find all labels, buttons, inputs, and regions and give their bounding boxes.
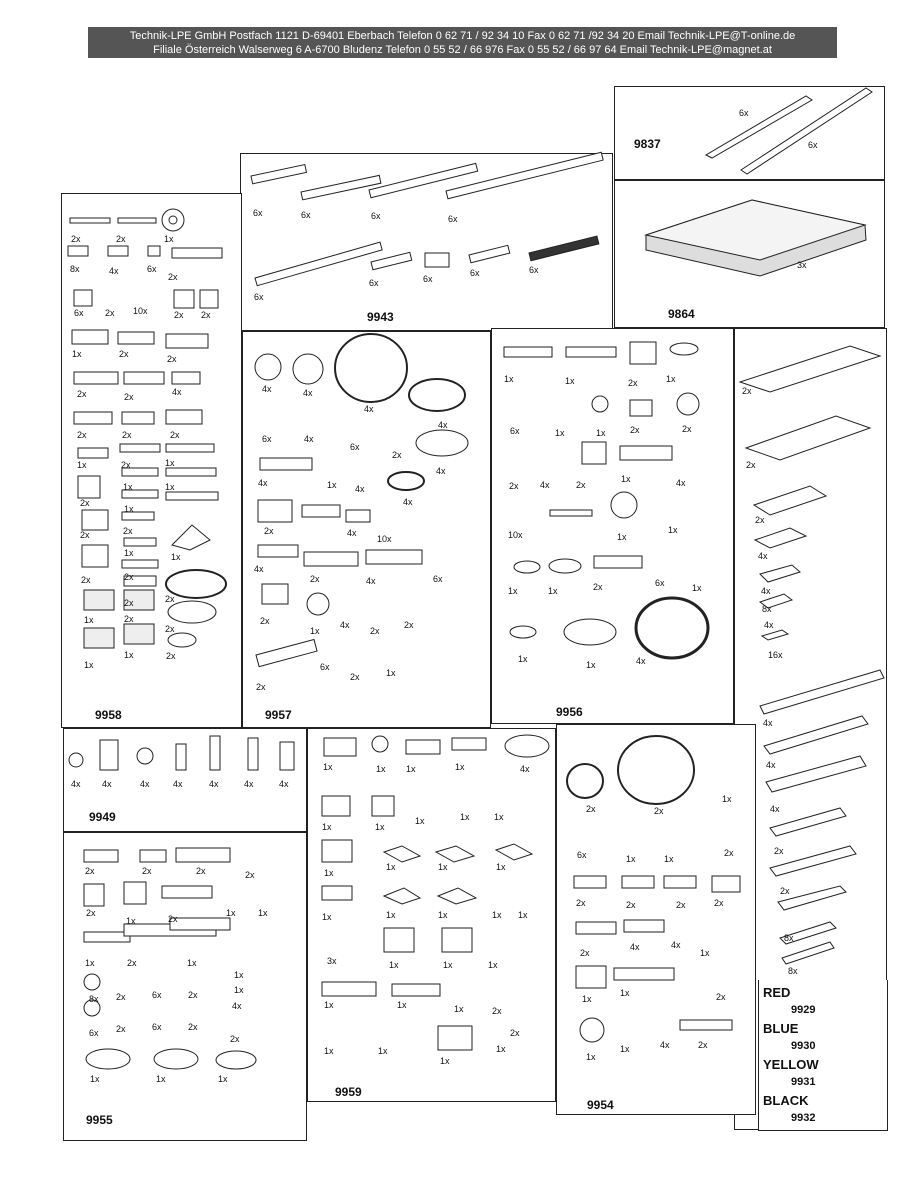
qty-label: 4x	[438, 420, 448, 430]
qty-label: 1x	[626, 854, 636, 864]
qty-label: 2x	[86, 908, 96, 918]
qty-label: 2x	[698, 1040, 708, 1050]
qty-label: 2x	[774, 846, 784, 856]
qty-label: 1x	[548, 586, 558, 596]
qty-label: 2x	[260, 616, 270, 626]
qty-label: 4x	[520, 764, 530, 774]
qty-label: 1x	[126, 916, 136, 926]
qty-label: 1x	[492, 910, 502, 920]
qty-label: 4x	[172, 387, 182, 397]
qty-label: 6x	[350, 442, 360, 452]
qty-label: 4x	[232, 1001, 242, 1011]
qty-label: 6x	[433, 574, 443, 584]
qty-label: 8x	[788, 966, 798, 976]
qty-label: 1x	[322, 912, 332, 922]
qty-label: 6x	[320, 662, 330, 672]
qty-label: 2x	[628, 378, 638, 388]
qty-label: 2x	[167, 354, 177, 364]
qty-label: 2x	[174, 310, 184, 320]
qty-label: 1x	[565, 376, 575, 386]
qty-label: 8x	[762, 604, 772, 614]
qty-label: 1x	[324, 868, 334, 878]
qty-label: 2x	[170, 430, 180, 440]
qty-label: 6x	[152, 990, 162, 1000]
qty-label: 1x	[460, 812, 470, 822]
qty-label: 4x	[340, 620, 350, 630]
qty-label: 4x	[540, 480, 550, 490]
qty-label: 1x	[443, 960, 453, 970]
qty-label: 1x	[164, 234, 174, 244]
qty-label: 2x	[119, 349, 129, 359]
qty-label: 6x	[423, 274, 433, 284]
qty-label: 2x	[124, 598, 134, 608]
qty-label: 4x	[109, 266, 119, 276]
qty-label: 4x	[347, 528, 357, 538]
qty-label: 1x	[85, 958, 95, 968]
qty-label: 2x	[370, 626, 380, 636]
qty-label: 1x	[84, 615, 94, 625]
qty-label: 2x	[80, 498, 90, 508]
qty-label: 1x	[323, 762, 333, 772]
qty-label: 1x	[310, 626, 320, 636]
qty-label: 1x	[668, 525, 678, 535]
qty-label: 2x	[404, 620, 414, 630]
header-line-1: Technik-LPE GmbH Postfach 1121 D-69401 Eberbach Telefon 0 62 71 / 92 34 10 Fax 0 62 71 /92 34 20 Email Technik-LPE@T-online.de	[129, 30, 796, 42]
qty-label: 2x	[124, 392, 134, 402]
qty-label: 6x	[254, 292, 264, 302]
qty-label: 2x	[746, 460, 756, 470]
qty-label: 6x	[152, 1022, 162, 1032]
qty-label: 1x	[620, 1044, 630, 1054]
color-name-red: RED	[763, 985, 791, 1000]
qty-label: 6x	[448, 214, 458, 224]
qty-label: 2x	[168, 272, 178, 282]
qty-label: 1x	[171, 552, 181, 562]
qty-label: 2x	[188, 1022, 198, 1032]
qty-label: 1x	[226, 908, 236, 918]
qty-label: 2x	[310, 574, 320, 584]
qty-label: 2x	[755, 515, 765, 525]
set-number-9956: 9956	[556, 705, 583, 719]
qty-label: 1x	[124, 504, 134, 514]
qty-label: 2x	[392, 450, 402, 460]
qty-label: 2x	[714, 898, 724, 908]
qty-label: 2x	[724, 848, 734, 858]
qty-label: 1x	[664, 854, 674, 864]
qty-label: 4x	[366, 576, 376, 586]
qty-label: 10x	[377, 534, 392, 544]
qty-label: 1x	[187, 958, 197, 968]
qty-label: 4x	[761, 586, 771, 596]
qty-label: 6x	[262, 434, 272, 444]
qty-label: 1x	[124, 650, 134, 660]
set-number-9955: 9955	[86, 1113, 113, 1127]
qty-label: 1x	[376, 764, 386, 774]
qty-label: 2x	[626, 900, 636, 910]
qty-label: 1x	[504, 374, 514, 384]
set-number-9864: 9864	[668, 307, 695, 321]
qty-label: 1x	[508, 586, 518, 596]
qty-label: 2x	[165, 594, 175, 604]
qty-label: 1x	[378, 1046, 388, 1056]
qty-label: 1x	[386, 910, 396, 920]
qty-label: 2x	[510, 1028, 520, 1038]
qty-label: 6x	[510, 426, 520, 436]
qty-label: 6x	[529, 265, 539, 275]
qty-label: 4x	[636, 656, 646, 666]
qty-label: 1x	[666, 374, 676, 384]
qty-label: 1x	[620, 988, 630, 998]
qty-label: 1x	[621, 474, 631, 484]
technic-parts-icon	[504, 342, 708, 658]
qty-label: 6x	[371, 211, 381, 221]
qty-label: 1x	[324, 1000, 334, 1010]
wheel-assortment-icon	[567, 736, 740, 1042]
qty-label: 6x	[74, 308, 84, 318]
qty-label: 1x	[415, 816, 425, 826]
qty-label: 4x	[676, 478, 686, 488]
qty-label: 1x	[397, 1000, 407, 1010]
plate-column-icon	[740, 346, 884, 964]
qty-label: 1x	[582, 994, 592, 1004]
qty-label: 2x	[509, 481, 519, 491]
qty-label: 1x	[77, 460, 87, 470]
qty-label: 2x	[492, 1006, 502, 1016]
qty-label: 10x	[133, 306, 148, 316]
qty-label: 6x	[301, 210, 311, 220]
qty-label: 1x	[389, 960, 399, 970]
qty-label: 4x	[303, 388, 313, 398]
qty-label: 2x	[580, 948, 590, 958]
qty-label: 1x	[322, 822, 332, 832]
qty-label: 1x	[386, 862, 396, 872]
qty-label: 2x	[576, 480, 586, 490]
qty-label: 2x	[245, 870, 255, 880]
qty-label: 1x	[327, 480, 337, 490]
connector-icon	[69, 736, 294, 770]
qty-label: 2x	[165, 624, 175, 634]
qty-label: 4x	[630, 942, 640, 952]
qty-label: 2x	[77, 389, 87, 399]
set-number-9957: 9957	[265, 708, 292, 722]
qty-label: 1x	[454, 1004, 464, 1014]
qty-label: 4x	[671, 940, 681, 950]
qty-label: 6x	[470, 268, 480, 278]
qty-label: 1x	[156, 1074, 166, 1084]
qty-label: 1x	[555, 428, 565, 438]
color-number-black: 9932	[791, 1112, 816, 1124]
qty-label: 4x	[279, 779, 289, 789]
qty-label: 4x	[766, 760, 776, 770]
qty-label: 1x	[84, 660, 94, 670]
qty-label: 1x	[375, 822, 385, 832]
qty-label: 2x	[742, 386, 752, 396]
qty-label: 1x	[438, 862, 448, 872]
qty-label: 2x	[127, 958, 137, 968]
qty-label: 4x	[763, 718, 773, 728]
qty-label: 2x	[80, 530, 90, 540]
set-number-9958: 9958	[95, 708, 122, 722]
qty-label: 1x	[586, 660, 596, 670]
qty-label: 4x	[403, 497, 413, 507]
qty-label: 1x	[494, 812, 504, 822]
qty-label: 4x	[436, 466, 446, 476]
qty-label: 6x	[655, 578, 665, 588]
qty-label: 1x	[617, 532, 627, 542]
qty-label: 4x	[102, 779, 112, 789]
qty-label: 2x	[350, 672, 360, 682]
qty-label: 2x	[123, 526, 133, 536]
qty-label: 6x	[147, 264, 157, 274]
qty-label: 3x	[797, 260, 807, 270]
qty-label: 1x	[123, 482, 133, 492]
qty-label: 1x	[518, 910, 528, 920]
qty-label: 16x	[768, 650, 783, 660]
qty-label: 1x	[90, 1074, 100, 1084]
qty-label: 2x	[124, 572, 134, 582]
qty-label: 1x	[165, 458, 175, 468]
qty-label: 2x	[264, 526, 274, 536]
qty-label: 2x	[230, 1034, 240, 1044]
qty-label: 1x	[324, 1046, 334, 1056]
qty-label: 2x	[166, 651, 176, 661]
qty-label: 2x	[630, 425, 640, 435]
color-number-red: 9929	[791, 1004, 816, 1016]
qty-label: 1x	[386, 668, 396, 678]
qty-label: 2x	[716, 992, 726, 1002]
qty-label: 8x	[70, 264, 80, 274]
qty-label: 2x	[71, 234, 81, 244]
header-line-2: Filiale Österreich Walserweg 6 A-6700 Bludenz Telefon 0 55 52 / 66 976 Fax 0 55 52 / 66 97 64 Email Technik-LPE@magnet.at	[153, 44, 772, 56]
qty-label: 1x	[496, 862, 506, 872]
qty-label: 2x	[576, 898, 586, 908]
qty-label: 1x	[496, 1044, 506, 1054]
qty-label: 2x	[780, 886, 790, 896]
color-name-black: BLACK	[763, 1093, 809, 1108]
qty-label: 2x	[116, 1024, 126, 1034]
qty-label: 2x	[77, 430, 87, 440]
tile-assortment-icon	[322, 735, 549, 1050]
qty-label: 2x	[116, 234, 126, 244]
qty-label: 1x	[72, 349, 82, 359]
qty-label: 6x	[808, 140, 818, 150]
color-number-blue: 9930	[791, 1040, 816, 1052]
qty-label: 2x	[682, 424, 692, 434]
qty-label: 4x	[364, 404, 374, 414]
qty-label: 1x	[258, 908, 268, 918]
qty-label: 4x	[209, 779, 219, 789]
qty-label: 4x	[764, 620, 774, 630]
axle-long-icon	[706, 88, 872, 174]
qty-label: 1x	[438, 910, 448, 920]
qty-label: 1x	[406, 764, 416, 774]
baseplate-icon	[646, 200, 866, 276]
qty-label: 2x	[196, 866, 206, 876]
qty-label: 4x	[770, 804, 780, 814]
set-number-9943: 9943	[367, 310, 394, 324]
qty-label: 1x	[722, 794, 732, 804]
color-name-yellow: YELLOW	[763, 1057, 819, 1072]
qty-label: 2x	[188, 990, 198, 1000]
gear-assortment-icon	[255, 334, 468, 667]
brick-assortment-icon	[68, 209, 226, 648]
qty-label: 1x	[440, 1056, 450, 1066]
qty-label: 6x	[739, 108, 749, 118]
qty-label: 4x	[355, 484, 365, 494]
set-number-9837: 9837	[634, 137, 661, 151]
qty-label: 2x	[122, 430, 132, 440]
qty-label: 1x	[692, 583, 702, 593]
qty-label: 4x	[258, 478, 268, 488]
qty-label: 1x	[234, 970, 244, 980]
qty-label: 8x	[784, 933, 794, 943]
qty-label: 2x	[593, 582, 603, 592]
qty-label: 1x	[124, 548, 134, 558]
qty-label: 1x	[586, 1052, 596, 1062]
color-number-yellow: 9931	[791, 1076, 816, 1088]
qty-label: 1x	[488, 960, 498, 970]
qty-label: 1x	[518, 654, 528, 664]
qty-label: 2x	[676, 900, 686, 910]
qty-label: 2x	[654, 806, 664, 816]
qty-label: 1x	[165, 482, 175, 492]
qty-label: 4x	[140, 779, 150, 789]
qty-label: 1x	[700, 948, 710, 958]
qty-label: 2x	[256, 682, 266, 692]
qty-label: 4x	[71, 779, 81, 789]
qty-label: 2x	[168, 914, 178, 924]
qty-label: 2x	[121, 460, 131, 470]
set-number-9954: 9954	[587, 1098, 614, 1112]
qty-label: 2x	[81, 575, 91, 585]
set-number-9949: 9949	[89, 810, 116, 824]
qty-label: 1x	[218, 1074, 228, 1084]
qty-label: 4x	[244, 779, 254, 789]
qty-label: 6x	[253, 208, 263, 218]
qty-label: 4x	[262, 384, 272, 394]
qty-label: 3x	[327, 956, 337, 966]
qty-label: 4x	[173, 779, 183, 789]
qty-label: 1x	[455, 762, 465, 772]
qty-label: 2x	[586, 804, 596, 814]
qty-label: 1x	[234, 985, 244, 995]
qty-label: 4x	[758, 551, 768, 561]
qty-label: 2x	[116, 992, 126, 1002]
qty-label: 2x	[85, 866, 95, 876]
color-name-blue: BLUE	[763, 1021, 799, 1036]
qty-label: 6x	[369, 278, 379, 288]
qty-label: 4x	[660, 1040, 670, 1050]
qty-label: 6x	[89, 1028, 99, 1038]
qty-label: 2x	[142, 866, 152, 876]
qty-label: 6x	[577, 850, 587, 860]
qty-label: 2x	[105, 308, 115, 318]
qty-label: 8x	[89, 994, 99, 1004]
qty-label: 1x	[596, 428, 606, 438]
qty-label: 10x	[508, 530, 523, 540]
qty-label: 4x	[304, 434, 314, 444]
qty-label: 2x	[201, 310, 211, 320]
qty-label: 4x	[254, 564, 264, 574]
set-number-9959: 9959	[335, 1085, 362, 1099]
qty-label: 2x	[124, 614, 134, 624]
